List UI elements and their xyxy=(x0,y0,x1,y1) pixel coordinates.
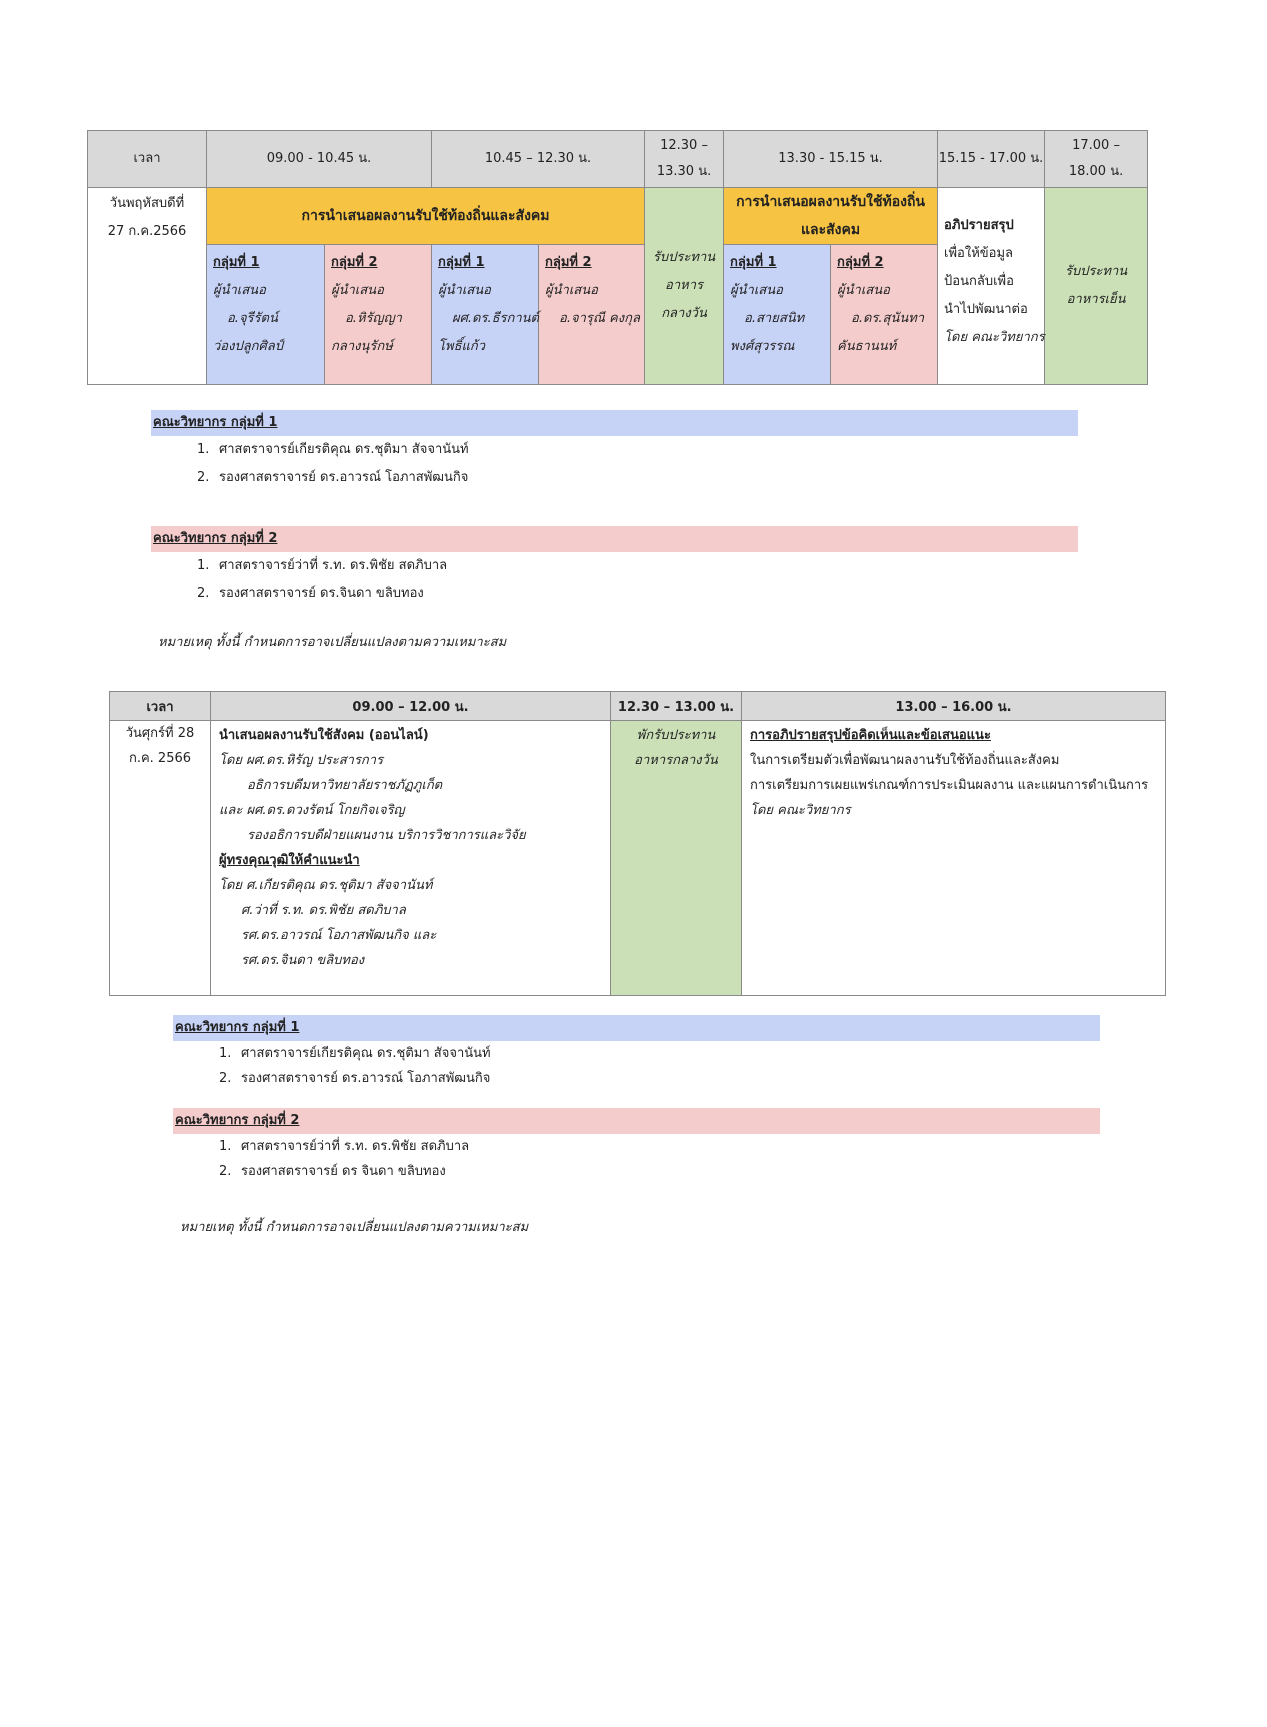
group-name2: คันธานนท์ xyxy=(837,339,897,354)
committee-group1-list xyxy=(151,436,1078,492)
lunch-cell xyxy=(611,721,742,996)
group-name2: พงศ์สุวรรณ xyxy=(730,339,795,354)
header-slot2: 12.30 – 13.00 น. xyxy=(611,692,742,721)
header-slot5: 15.15 - 17.00 น. xyxy=(938,131,1045,188)
afternoon-banner-line2: และสังคม xyxy=(800,222,861,238)
afternoon-title: การอภิปรายสรุปข้อคิดเห็นและข้อเสนอแนะ xyxy=(750,728,991,743)
group-title: กลุ่มที่ 2 xyxy=(837,255,884,270)
group-presenter: ผู้นำเสนอ xyxy=(213,283,266,298)
list-item: 1. ศาสตราจารย์ว่าที่ ร.ท. ดร.พิชัย สดภิบาล xyxy=(197,558,448,573)
group-title: กลุ่มที่ 2 xyxy=(545,255,592,270)
committee-section-1 xyxy=(151,410,1078,608)
group-title: กลุ่มที่ 1 xyxy=(438,255,485,270)
advisor-title: ผู้ทรงคุณวุฒิให้คำแนะนำ xyxy=(219,853,360,868)
morning-title: นำเสนอผลงานรับใช้สังคม (ออนไลน์) xyxy=(219,728,429,743)
header-slot3 xyxy=(645,131,724,188)
list-item: 1. ศาสตราจารย์ว่าที่ ร.ท. ดร.พิชัย สดภิบาล xyxy=(219,1139,470,1154)
advisor-line3: รศ.ดร.อาวรณ์ โอภาสพัฒนกิจ และ xyxy=(241,928,437,943)
header-row xyxy=(110,692,1166,721)
group-name1: อ.หิรัญญา xyxy=(345,311,402,326)
advisor-line2: ศ.ว่าที่ ร.ท. ดร.พิชัย สดภิบาล xyxy=(241,903,406,918)
date-line1: วันพฤหัสบดีที่ xyxy=(109,196,185,211)
afternoon-banner-line1: การนำเสนอผลงานรับใช้ท้องถิ่น xyxy=(736,194,925,210)
schedule-table-day2 xyxy=(109,691,1166,996)
committee-group2-title: คณะวิทยากร กลุ่มที่ 2 xyxy=(173,1108,1100,1134)
dinner-line2: อาหารเย็น xyxy=(1066,292,1126,307)
committee-group2-list xyxy=(173,1134,1100,1184)
group-title: กลุ่มที่ 1 xyxy=(213,255,260,270)
group-name1: อ.จุรีรัตน์ xyxy=(227,311,278,326)
afternoon-cell xyxy=(742,721,1166,996)
committee-group2-list xyxy=(151,552,1078,608)
date-line2: ก.ค. 2566 xyxy=(128,751,192,766)
header-slot1: 09.00 - 10.45 น. xyxy=(207,131,432,188)
group-cell-2 xyxy=(325,245,432,385)
date-line2: 27 ก.ค.2566 xyxy=(107,224,187,239)
lunch-line2: อาหารกลางวัน xyxy=(634,753,718,768)
group-name2: โพธิ์แก้ว xyxy=(438,339,486,354)
group-presenter: ผู้นำเสนอ xyxy=(438,283,491,298)
group-cell-4 xyxy=(539,245,645,385)
group-presenter: ผู้นำเสนอ xyxy=(331,283,384,298)
morning-banner: การนำเสนอผลงานรับใช้ท้องถิ่นและสังคม xyxy=(207,188,645,245)
group-name1: ผศ.ดร.ธีรกานต์ xyxy=(452,311,539,326)
committee-group1-title: คณะวิทยากร กลุ่มที่ 1 xyxy=(173,1015,1100,1041)
date-cell xyxy=(110,721,211,996)
header-slot1: 09.00 – 12.00 น. xyxy=(211,692,611,721)
header-slot4: 13.30 - 15.15 น. xyxy=(724,131,938,188)
committee-section-2 xyxy=(173,1015,1100,1184)
lunch-line2: อาหาร xyxy=(665,278,704,293)
group-presenter: ผู้นำเสนอ xyxy=(837,283,890,298)
list-item: 1. ศาสตราจารย์เกียรติคุณ ดร.ชุติมา สัจจานันท์ xyxy=(219,1046,491,1061)
group-presenter: ผู้นำเสนอ xyxy=(730,283,783,298)
group-name1: อ.จารุณี คงกุล xyxy=(559,311,640,326)
discussion-title: อภิปรายสรุป xyxy=(944,218,1014,233)
group-name2: ว่องปลูกศิลป์ xyxy=(213,339,284,354)
morning-line1: โดย ผศ.ดร.หิรัญ ประสารการ xyxy=(219,753,384,768)
lunch-line3: กลางวัน xyxy=(661,306,707,321)
header-slot6 xyxy=(1045,131,1148,188)
morning-cell xyxy=(211,721,611,996)
committee-group1-list xyxy=(173,1041,1100,1091)
discussion-line4: โดย คณะวิทยากร xyxy=(944,330,1045,345)
schedule-table-day1 xyxy=(87,130,1148,385)
group-title: กลุ่มที่ 2 xyxy=(331,255,378,270)
note-1: หมายเหตุ ทั้งนี้ กำหนดการอาจเปลี่ยนแปลงตามความเหมาะสม xyxy=(158,635,507,650)
header-slot3-line2: 13.30 น. xyxy=(656,164,712,179)
group-cell-1 xyxy=(207,245,325,385)
committee-group1-title: คณะวิทยากร กลุ่มที่ 1 xyxy=(151,410,1078,436)
header-slot3-line1: 12.30 – xyxy=(660,138,708,153)
header-row xyxy=(88,131,1148,188)
discussion-line3: นำไปพัฒนาต่อ xyxy=(944,302,1028,317)
body-row xyxy=(110,721,1166,996)
list-item: 2. รองศาสตราจารย์ ดร.อาวรณ์ โอภาสพัฒนกิจ xyxy=(219,1071,491,1086)
date-cell xyxy=(88,188,207,385)
list-item: 2. รองศาสตราจารย์ ดร จินดา ขลิบทอง xyxy=(219,1164,446,1179)
morning-line3: และ ผศ.ดร.ดวงรัตน์ โกยกิจเจริญ xyxy=(219,803,405,818)
morning-line2: อธิการบดีมหาวิทยาลัยราชภัฏภูเก็ต xyxy=(247,778,443,793)
afternoon-line3: โดย คณะวิทยากร xyxy=(750,803,851,818)
header-slot2: 10.45 – 12.30 น. xyxy=(432,131,645,188)
afternoon-line2: การเตรียมการเผยแพร่เกณฑ์การประเมินผลงาน และแผนการดำเนินการ xyxy=(750,778,1149,793)
header-time: เวลา xyxy=(110,692,211,721)
group-name1: อ.ดร.สุนันทา xyxy=(851,311,925,326)
group-name2: กลางนุรักษ์ xyxy=(331,339,393,354)
group-title: กลุ่มที่ 1 xyxy=(730,255,777,270)
discussion-line1: เพื่อให้ข้อมูล xyxy=(944,246,1014,261)
discussion-line2: ป้อนกลับเพื่อ xyxy=(944,274,1014,289)
header-slot3: 13.00 – 16.00 น. xyxy=(742,692,1166,721)
note-2: หมายเหตุ ทั้งนี้ กำหนดการอาจเปลี่ยนแปลงตามความเหมาะสม xyxy=(180,1220,529,1235)
lunch-line1: พักรับประทาน xyxy=(636,728,716,743)
committee-group2-title: คณะวิทยากร กลุ่มที่ 2 xyxy=(151,526,1078,552)
header-time: เวลา xyxy=(88,131,207,188)
banner-row xyxy=(88,188,1148,245)
discussion-cell xyxy=(938,188,1045,385)
group-cell-5 xyxy=(724,245,831,385)
list-item: 2. รองศาสตราจารย์ ดร.อาวรณ์ โอภาสพัฒนกิจ xyxy=(197,470,469,485)
list-item: 2. รองศาสตราจารย์ ดร.จินดา ขลิบทอง xyxy=(197,586,424,601)
header-slot6-line2: 18.00 น. xyxy=(1068,164,1124,179)
header-slot6-line1: 17.00 – xyxy=(1072,138,1120,153)
date-line1: วันศุกร์ที่ 28 xyxy=(125,726,195,741)
lunch-line1: รับประทาน xyxy=(652,250,716,265)
advisor-line4: รศ.ดร.จินดา ขลิบทอง xyxy=(241,953,365,968)
afternoon-line1: ในการเตรียมตัวเพื่อพัฒนาผลงานรับใช้ท้องถิ่นและสังคม xyxy=(750,753,1060,768)
morning-line4: รองอธิการบดีฝ่ายแผนงาน บริการวิชาการและวิจัย xyxy=(247,828,526,843)
afternoon-banner xyxy=(724,188,938,245)
group-cell-3 xyxy=(432,245,539,385)
dinner-line1: รับประทาน xyxy=(1064,264,1128,279)
list-item: 1. ศาสตราจารย์เกียรติคุณ ดร.ชุติมา สัจจานันท์ xyxy=(197,442,469,457)
group-presenter: ผู้นำเสนอ xyxy=(545,283,598,298)
advisor-line1: โดย ศ.เกียรติคุณ ดร.ชุติมา สัจจานันท์ xyxy=(219,878,433,893)
group-name1: อ.สายสนิท xyxy=(744,311,805,326)
lunch-cell xyxy=(645,188,724,385)
group-cell-6 xyxy=(831,245,938,385)
dinner-cell xyxy=(1045,188,1148,385)
